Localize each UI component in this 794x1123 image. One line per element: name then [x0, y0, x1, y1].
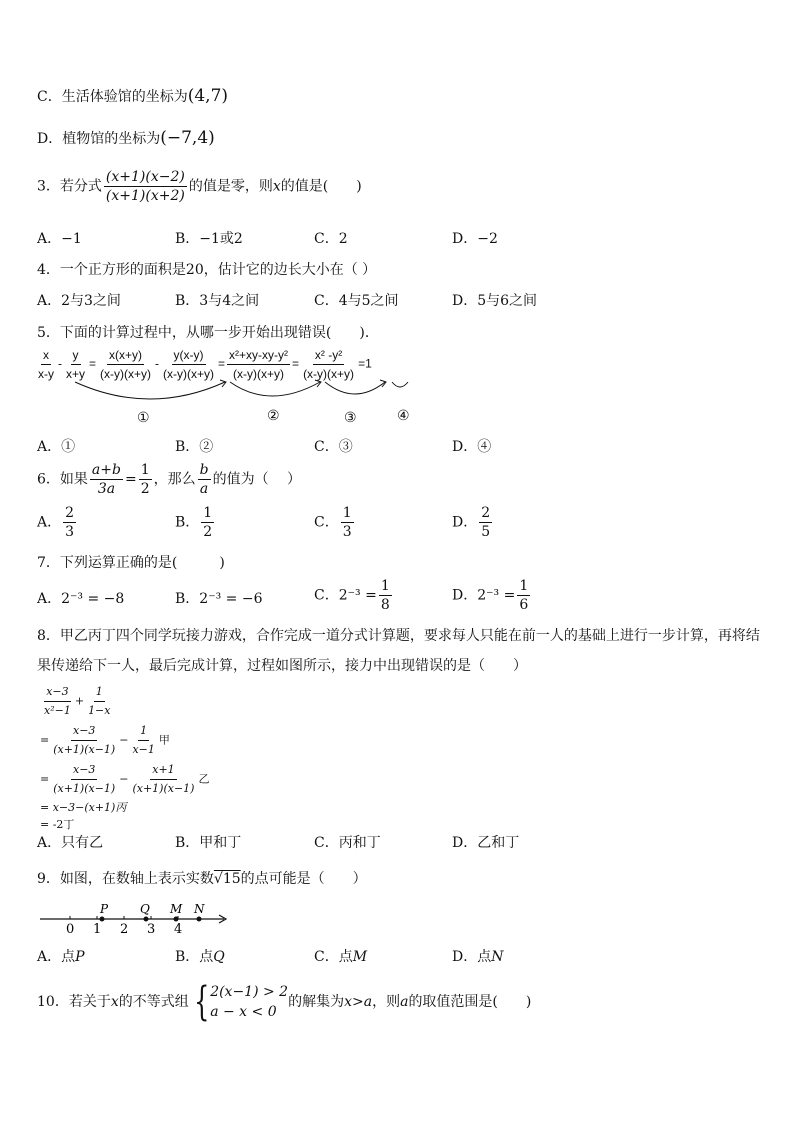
q9-point-m — [174, 917, 179, 922]
q3-suffix-b: 的值是( ) — [280, 178, 362, 195]
q6-q-den: a — [199, 481, 209, 497]
q5-result: =1 — [358, 356, 372, 371]
q8-step-1: = $\frac{x-3}{(x+1)(x-1)}$ − $\frac{1}{x-1}$ 甲 — [40, 724, 170, 756]
q5-stem: 5．下面的计算过程中，从哪一步开始出现错误( )． — [37, 325, 379, 341]
q5-expression: $\frac{x}{x-y}$ - $\frac{y}{x+y}$ = $\frac{x(x+y)}{(x-y)(x+y)}$ - $\frac{y(x-y)}{(x-y)(x+y)}$ = $\frac{\text{x²+xy-xy-y²}}{(x-y)(x+y)}$ = $\frac{\text{x² -y²}}{(x-y)(x+y)}$ =1 — [38, 348, 372, 381]
q6-lhs-num: a+b — [91, 462, 121, 478]
q7-option-c: C．2⁻³ = $\frac{1}{8}$ — [314, 578, 390, 613]
q9-option-a: A．点P — [37, 949, 85, 965]
q5-step-2: ② — [267, 408, 280, 424]
q6-prefix: 6．如果 — [37, 471, 88, 488]
q9-point-n — [197, 917, 202, 922]
q3-option-b: B．−1或2 — [175, 231, 243, 247]
q8-step-4: = -2丁 — [40, 818, 75, 831]
q5-f4-num: y(x-y) — [172, 346, 206, 365]
q8-step-3: = x−3−(x+1)丙 — [40, 801, 127, 814]
q3-denominator: (x+1)(x+2) — [105, 188, 185, 204]
q6-rhs-num: 1 — [140, 462, 150, 478]
q7-option-a: A．2⁻³ = −8 — [37, 591, 125, 607]
q8-work — [40, 683, 209, 832]
q5-option-a: A．① — [37, 439, 76, 455]
q6-suffix: 的值为（ ） — [212, 471, 302, 488]
q5-f6-den: (x-y)(x+y) — [303, 367, 355, 381]
q2-option-c-coord: (4,7) — [187, 86, 229, 106]
q2-option-c — [37, 86, 228, 106]
q2-option-d-coord: (−7,4) — [160, 128, 215, 148]
q7-stem: 7．下列运算正确的是( ) — [37, 555, 225, 571]
q8-step-2: = $\frac{x-3}{(x+1)(x-1)}$ − $\frac{x+1}{(x+1)(x-1)}$ 乙 — [40, 763, 210, 795]
svg-text:1: 1 — [93, 922, 102, 937]
q5-step-1: ① — [137, 410, 150, 426]
q3-fraction — [104, 168, 187, 205]
q6-option-c: C． $\frac{1}{3}$ — [314, 505, 352, 540]
svg-text:M: M — [170, 902, 183, 916]
q3-option-a: A．−1 — [37, 231, 82, 247]
q9-stem: 9．如图，在数轴上表示实数√15的点可能是（ ） — [37, 871, 367, 887]
svg-text:P: P — [100, 902, 109, 916]
q3-suffix-a: 的值是零，则 — [188, 178, 273, 195]
q3-option-c: C．2 — [314, 231, 348, 247]
q5-f3-den: (x-y)(x+y) — [100, 367, 152, 381]
q7-option-d: D．2⁻³ = $\frac{1}{6}$ — [452, 578, 529, 613]
q6-option-b: B． $\frac{1}{2}$ — [175, 505, 213, 540]
q3-var: x — [272, 178, 281, 195]
q6-rhs-den: 2 — [140, 481, 150, 497]
q5-f4-den: (x-y)(x+y) — [163, 367, 215, 381]
q9-option-c: C．点M — [314, 949, 368, 965]
q10-stem: 10．若关于x的不等式组 { 2(x−1) > 2 a − x < 0 的解集为x>a，则a的取值范围是( ) — [37, 979, 532, 1025]
q6-q-num: b — [199, 462, 209, 478]
q5-step-4: ④ — [397, 408, 410, 424]
q6-option-d: D． $\frac{2}{5}$ — [452, 505, 491, 540]
q8-stem-line2: 果传递给下一人，最后完成计算，过程如图所示，接力中出现错误的是（ ） — [37, 658, 527, 674]
svg-text:4: 4 — [174, 922, 183, 937]
q4-option-c: C．4与5之间 — [314, 293, 399, 309]
q8-option-d: D．乙和丁 — [452, 835, 520, 851]
q3-prefix: 3．若分式 — [37, 178, 102, 195]
q10-system: 2(x−1) > 2 a − x < 0 — [210, 984, 289, 1020]
q5-step-arrows — [30, 376, 430, 416]
q6-option-a: A． $\frac{2}{3}$ — [37, 505, 75, 540]
q9-radical: √15 — [213, 871, 241, 887]
q5-f1-num: x — [41, 346, 51, 365]
q5-step-3: ③ — [344, 410, 357, 426]
q5-f5-num: x²+xy-xy-y² — [227, 346, 290, 365]
q8-step-0: $\frac{x-3}{\text{x²−1}}$ + $\frac{1}{1-x}$ — [44, 685, 111, 717]
q5-f2-num: y — [71, 346, 81, 365]
q8-option-a: A．只有乙 — [37, 835, 104, 851]
q2-option-d-text: D．植物馆的坐标为 — [37, 131, 161, 147]
svg-text:N: N — [194, 902, 205, 916]
q9-option-d: D．点N — [452, 949, 504, 965]
svg-text:3: 3 — [147, 922, 156, 937]
q10-brace: { — [193, 979, 210, 1025]
q9-point-q — [144, 917, 149, 922]
q6-lhs-den: 3a — [97, 481, 116, 497]
q4-option-a: A．2与3之间 — [37, 293, 121, 309]
svg-text:Q: Q — [140, 902, 150, 916]
svg-text:2: 2 — [120, 922, 129, 937]
q8-option-b: B．甲和丁 — [175, 835, 242, 851]
q8-option-c: C．丙和丁 — [314, 835, 381, 851]
q4-stem: 4．一个正方形的面积是20，估计它的边长大小在（ ） — [37, 262, 377, 278]
q6-stem: 6．如果 $\frac{a+b}{3a}$ = $\frac{1}{2}$ ，那么 $\frac{b}{a}$ 的值为（ ） — [37, 462, 302, 497]
q5-option-b: B．② — [175, 439, 214, 455]
q6-mid: ，那么 — [153, 471, 196, 488]
q5-f6-num: x² -y² — [313, 346, 344, 365]
q5-f1-den: x-y — [38, 367, 54, 381]
q3-stem — [37, 168, 362, 205]
q9-point-p — [100, 917, 105, 922]
q4-option-b: B．3与4之间 — [175, 293, 260, 309]
q3-option-d: D．−2 — [452, 231, 498, 247]
q4-option-d: D．5与6之间 — [452, 293, 538, 309]
svg-text:0: 0 — [66, 922, 75, 937]
q5-f3-num: x(x+y) — [107, 346, 144, 365]
q3-numerator: (x+1)(x−2) — [105, 169, 185, 185]
q7-option-b: B．2⁻³ = −6 — [175, 591, 263, 607]
q5-option-d: D．④ — [452, 439, 492, 455]
q9-option-b: B．点Q — [175, 949, 225, 965]
q5-f2-den: x+y — [66, 367, 86, 381]
q5-f5-den: (x-y)(x+y) — [233, 367, 285, 381]
q8-stem-line1: 8．甲乙丙丁四个同学玩接力游戏，合作完成一道分式计算题，要求每人只能在前一人的基础上进行一步计算，再将结 — [37, 628, 760, 644]
q9-number-line — [36, 900, 236, 940]
q2-option-d — [37, 128, 215, 148]
q5-option-c: C．③ — [314, 439, 353, 455]
q2-option-c-text: C．生活体验馆的坐标为 — [37, 89, 188, 105]
